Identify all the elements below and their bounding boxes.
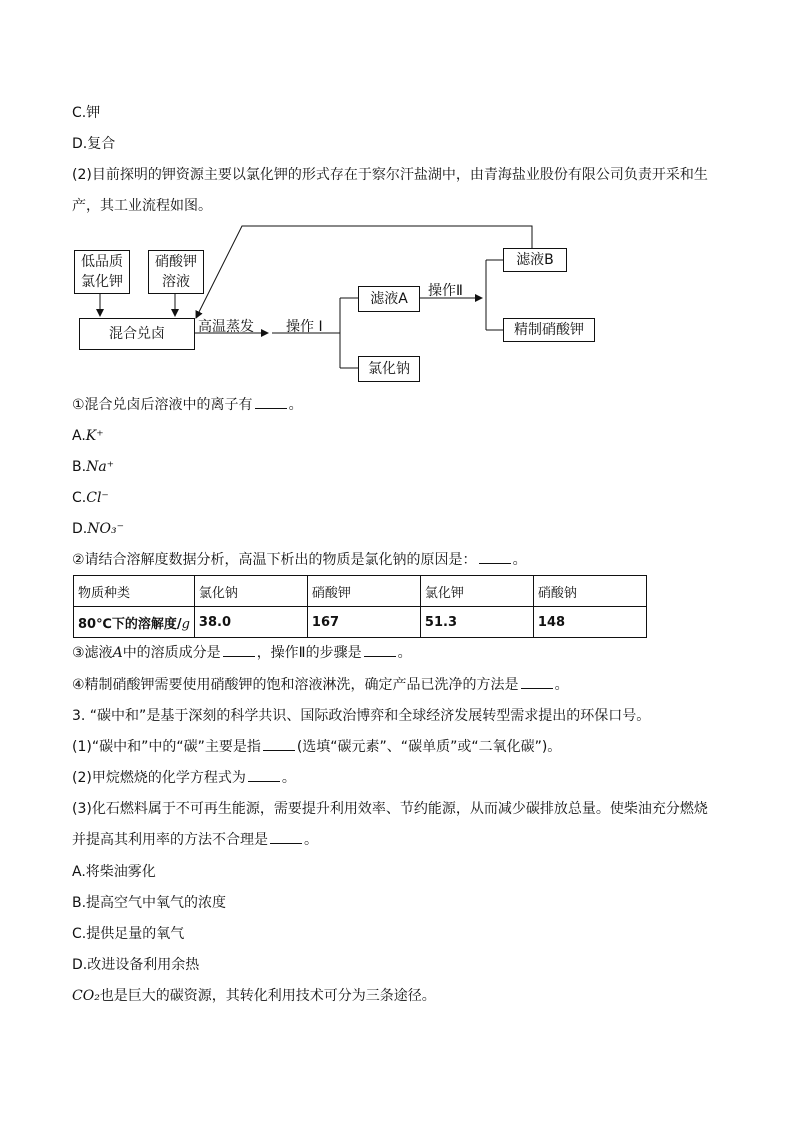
table-header-row bbox=[74, 576, 647, 607]
table-row-label bbox=[74, 607, 195, 638]
section-3-intro: 3. “碳中和”是基于深刻的科学共识、国际政治博弈和全球经济发展转型需求提出的环保口号。 bbox=[72, 708, 651, 724]
co2-resource-line bbox=[72, 987, 436, 1005]
answer-blank bbox=[263, 738, 295, 751]
subquestion-3-text: 中的溶质成分是 bbox=[122, 645, 221, 661]
subquestion-1-option-a bbox=[72, 427, 104, 445]
label-high-temp-evaporation: 高温蒸发 bbox=[198, 319, 254, 335]
box-kno3-solution-line-2: 溶液 bbox=[162, 274, 190, 290]
box-filtrate-a: 滤液A bbox=[358, 286, 420, 312]
table-header-cell: 硝酸钠 bbox=[533, 576, 646, 607]
option-d: D.复合 bbox=[72, 136, 116, 152]
co2-resource-text: 也是巨大的碳资源，其转化利用技术可分为三条途径。 bbox=[99, 988, 436, 1004]
subquestion-3-text: ，操作Ⅱ的步骤是 bbox=[256, 645, 362, 661]
table-header-cell: 物质种类 bbox=[74, 576, 195, 607]
row-label-text: 80℃下的溶解度/ bbox=[78, 616, 182, 632]
table-header-cell: 氯化钾 bbox=[420, 576, 533, 607]
label-operation-1: 操作 I bbox=[286, 319, 323, 335]
option-c: C.钾 bbox=[72, 105, 101, 121]
section-3-question-2 bbox=[72, 769, 296, 787]
option-label: B. bbox=[72, 459, 87, 475]
ion-formula: Na⁺ bbox=[86, 459, 115, 475]
option-label: C. bbox=[72, 490, 87, 506]
subquestion-3-text: ③滤液 bbox=[72, 645, 113, 661]
subquestion-3-stem bbox=[72, 644, 412, 662]
box-filtrate-b: 滤液B bbox=[503, 248, 567, 272]
answer-blank bbox=[223, 644, 255, 657]
box-mixed-brine: 混合兑卤 bbox=[79, 318, 195, 350]
row-label-unit: g bbox=[181, 616, 190, 632]
subquestion-4-stem bbox=[72, 676, 569, 694]
box-kno3-solution-line-1: 硝酸钾 bbox=[155, 254, 197, 270]
period: 。 bbox=[397, 645, 412, 661]
subquestion-4-text: ④精制硝酸钾需要使用硝酸钾的饱和溶液淋洗，确定产品已洗净的方法是 bbox=[72, 677, 519, 693]
label-operation-2: 操作Ⅱ bbox=[428, 283, 463, 299]
section-3-option-b: B.提高空气中氧气的浓度 bbox=[72, 895, 227, 911]
table-header-cell: 硝酸钾 bbox=[307, 576, 420, 607]
section-3-question-1-text: (1)“碳中和”中的“碳”主要是指 bbox=[72, 739, 261, 755]
period: 。 bbox=[304, 832, 318, 848]
question-2-intro-line-2: 产，其工业流程如图。 bbox=[72, 198, 212, 214]
section-3-question-1-text: (选填“碳元素”、“碳单质”或“二氧化碳”)。 bbox=[296, 739, 562, 755]
section-3-question-1 bbox=[72, 738, 561, 756]
ion-formula: Cl⁻ bbox=[86, 490, 109, 506]
option-label: D. bbox=[72, 521, 88, 537]
answer-blank bbox=[364, 644, 396, 657]
table-cell: 38.0 bbox=[194, 607, 307, 638]
subquestion-2-text: ②请结合溶解度数据分析，高温下析出的物质是氯化钠的原因是： bbox=[72, 552, 477, 568]
ion-formula: K⁺ bbox=[85, 428, 104, 444]
box-refined-kno3: 精制硝酸钾 bbox=[503, 318, 595, 342]
section-3-question-3-text: 并提高其利用率的方法不合理是 bbox=[72, 832, 268, 848]
subquestion-1-option-b bbox=[72, 458, 114, 476]
table-cell: 148 bbox=[533, 607, 646, 638]
box-low-grade-kcl-line-2: 氯化钾 bbox=[81, 274, 123, 290]
subquestion-1-option-c bbox=[72, 489, 109, 507]
section-3-question-3-line-1: (3)化石燃料属于不可再生能源，需要提升利用效率、节约能源，从而减少碳排放总量。使柴油充分燃烧 bbox=[72, 801, 708, 817]
section-3-option-a: A.将柴油雾化 bbox=[72, 864, 156, 880]
subquestion-1-text: ①混合兑卤后溶液中的离子有 bbox=[72, 397, 253, 413]
question-2-intro-line-1: (2)目前探明的钾资源主要以氯化钾的形式存在于察尔汗盐湖中，由青海盐业股份有限公司负责开采和生 bbox=[72, 167, 708, 183]
subquestion-1-stem bbox=[72, 396, 303, 414]
answer-blank bbox=[270, 831, 302, 844]
answer-blank bbox=[248, 769, 280, 782]
period: 。 bbox=[554, 677, 569, 693]
answer-blank bbox=[255, 396, 287, 409]
section-3-question-3-line-2 bbox=[72, 831, 318, 849]
solubility-table bbox=[73, 575, 647, 638]
ion-formula: NO₃⁻ bbox=[87, 521, 124, 537]
box-sodium-chloride: 氯化钠 bbox=[358, 356, 420, 382]
co2-formula: CO₂ bbox=[72, 988, 100, 1004]
box-low-grade-kcl bbox=[74, 250, 130, 294]
section-3-question-2-text: (2)甲烷燃烧的化学方程式为 bbox=[72, 770, 246, 786]
period: 。 bbox=[281, 770, 296, 786]
answer-blank bbox=[521, 676, 553, 689]
table-cell: 51.3 bbox=[420, 607, 533, 638]
box-kno3-solution bbox=[148, 250, 204, 294]
subquestion-2-stem bbox=[72, 551, 527, 569]
section-3-option-c: C.提供足量的氧气 bbox=[72, 926, 185, 942]
table-row bbox=[74, 607, 647, 638]
table-cell: 167 bbox=[307, 607, 420, 638]
answer-blank bbox=[479, 551, 511, 564]
subquestion-1-option-d bbox=[72, 520, 124, 538]
box-low-grade-kcl-line-1: 低品质 bbox=[81, 254, 123, 270]
option-label: A. bbox=[72, 428, 86, 444]
period: 。 bbox=[512, 552, 527, 568]
table-header-cell: 氯化钠 bbox=[194, 576, 307, 607]
variable-a: A bbox=[112, 645, 123, 661]
section-3-option-d: D.改进设备利用余热 bbox=[72, 957, 200, 973]
period: 。 bbox=[288, 397, 303, 413]
